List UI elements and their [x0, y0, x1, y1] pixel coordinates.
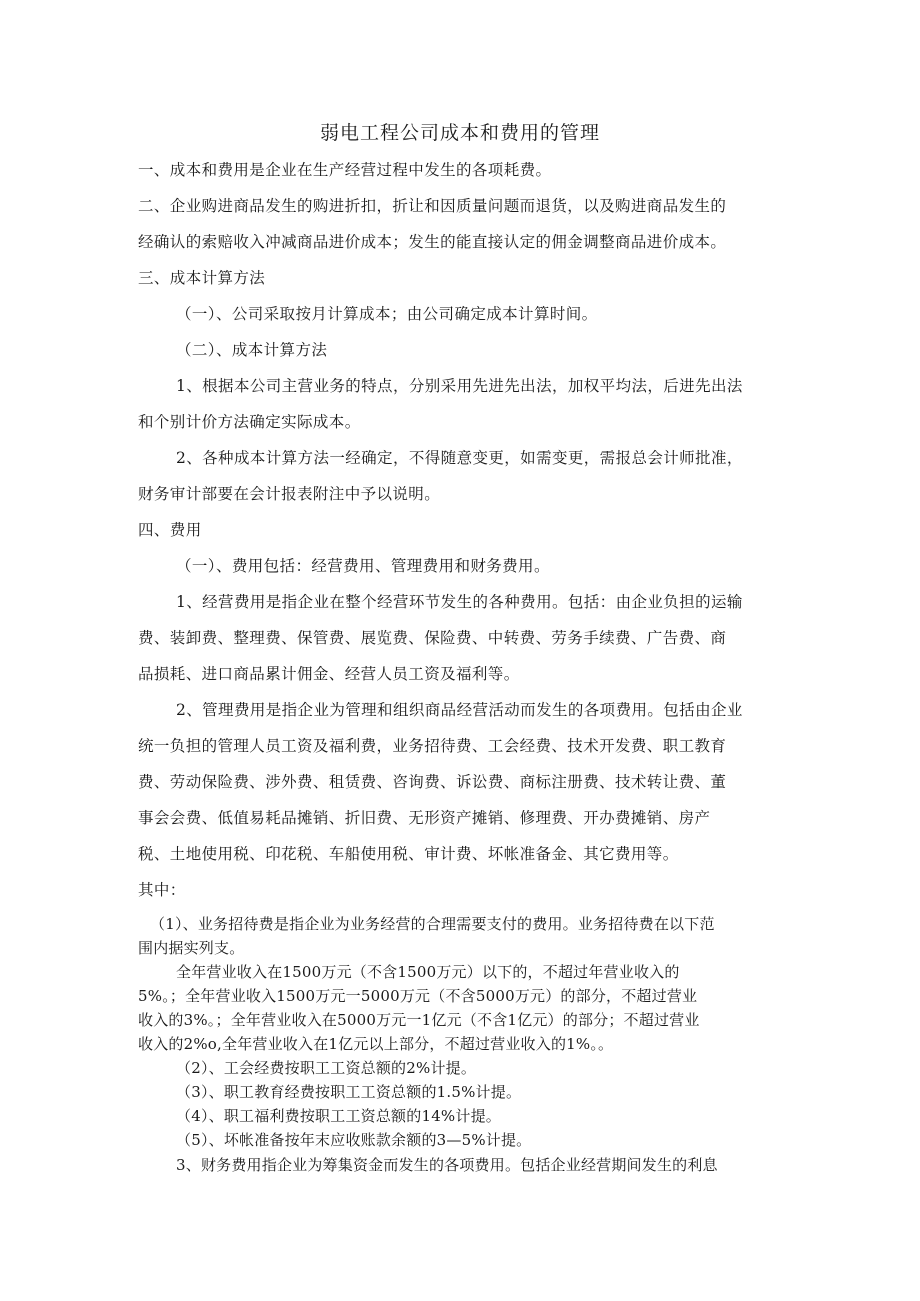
list-item: （5）、坏帐准备按年末应收账款余额的3—5%计提。 — [176, 1131, 532, 1149]
document-title: 弱电工程公司成本和费用的管理 — [319, 122, 600, 144]
paragraph-line: 费、装卸费、整理费、保管费、展览费、保险费、中转费、劳务手续费、广告费、商 — [138, 629, 727, 647]
paragraph-line: 事会会费、低值易耗品摊销、折旧费、无形资产摊销、修理费、开办费摊销、房产 — [138, 809, 711, 827]
paragraph-line: 其中： — [138, 881, 186, 899]
list-item: （4）、职工福利费按职工工资总额的14%计提。 — [176, 1107, 501, 1125]
paragraph-line: 收入的2%o,全年营业收入在1亿元以上部分，不超过营业收入的1%。。 — [138, 1035, 614, 1053]
paragraph-line: 2、各种成本计算方法一经确定，不得随意变更，如需变更，需报总会计师批准， — [176, 449, 743, 467]
paragraph-line: 一、成本和费用是企业在生产经营过程中发生的各项耗费。 — [138, 161, 552, 179]
paragraph-line: 3、财务费用指企业为筹集资金而发生的各项费用。包括企业经营期间发生的利息 — [176, 1156, 718, 1174]
paragraph-line: 财务审计部要在会计报表附注中予以说明。 — [138, 485, 441, 503]
paragraph-line: 品损耗、进口商品累计佣金、经营人员工资及福利等。 — [138, 665, 520, 683]
paragraph-line: 收入的3%。；全年营业收入在5000万元一1亿元（不含1亿元）的部分；不超过营业 — [138, 1011, 700, 1029]
list-item: （2）、工会经费按职工工资总额的2%计提。 — [176, 1059, 477, 1077]
paragraph-line: 经确认的索赔收入冲减商品进价成本；发生的能直接认定的佣金调整商品进价成本。 — [138, 233, 727, 251]
paragraph-line: 1、经营费用是指企业在整个经营环节发生的各种费用。包括：由企业负担的运输 — [176, 593, 743, 611]
section-heading: 三、成本计算方法 — [138, 269, 266, 287]
paragraph-line: （1）、业务招待费是指企业为业务经营的合理需要支付的费用。业务招待费在以下范 — [150, 915, 715, 933]
section-heading: 四、费用 — [138, 521, 202, 539]
paragraph-line: （一）、公司采取按月计算成本；由公司确定成本计算时间。 — [176, 305, 598, 323]
paragraph-line: 全年营业收入在1500万元（不含1500万元）以下的，不超过年营业收入的 — [176, 963, 680, 981]
paragraph-line: 二、企业购进商品发生的购进折扣，折让和因质量问题而退货，以及购进商品发生的 — [138, 197, 727, 215]
paragraph-line: 2、管理费用是指企业为管理和组织商品经营活动而发生的各项费用。包括由企业 — [176, 701, 743, 719]
paragraph-line: 5%。；全年营业收入1500万元一5000万元（不含5000万元）的部分，不超过营业 — [138, 987, 698, 1005]
paragraph-line: 费、劳动保险费、涉外费、租赁费、咨询费、诉讼费、商标注册费、技术转让费、董 — [138, 773, 727, 791]
paragraph-line: 统一负担的管理人员工资及福利费，业务招待费、工会经费、技术开发费、职工教育 — [138, 737, 727, 755]
paragraph-line: （一）、费用包括：经营费用、管理费用和财务费用。 — [176, 557, 550, 575]
paragraph-line: 围内据实列支。 — [138, 939, 245, 957]
paragraph-line: 和个别计价方法确定实际成本。 — [138, 413, 361, 431]
list-item: （3）、职工教育经费按职工工资总额的1.5%计提。 — [176, 1083, 522, 1101]
paragraph-line: 税、土地使用税、印花税、车船使用税、审计费、坏帐准备金、其它费用等。 — [138, 845, 679, 863]
subsection-heading: （二）、成本计算方法 — [176, 341, 328, 359]
paragraph-line: 1、根据本公司主营业务的特点，分别采用先进先出法，加权平均法，后进先出法 — [176, 377, 743, 395]
